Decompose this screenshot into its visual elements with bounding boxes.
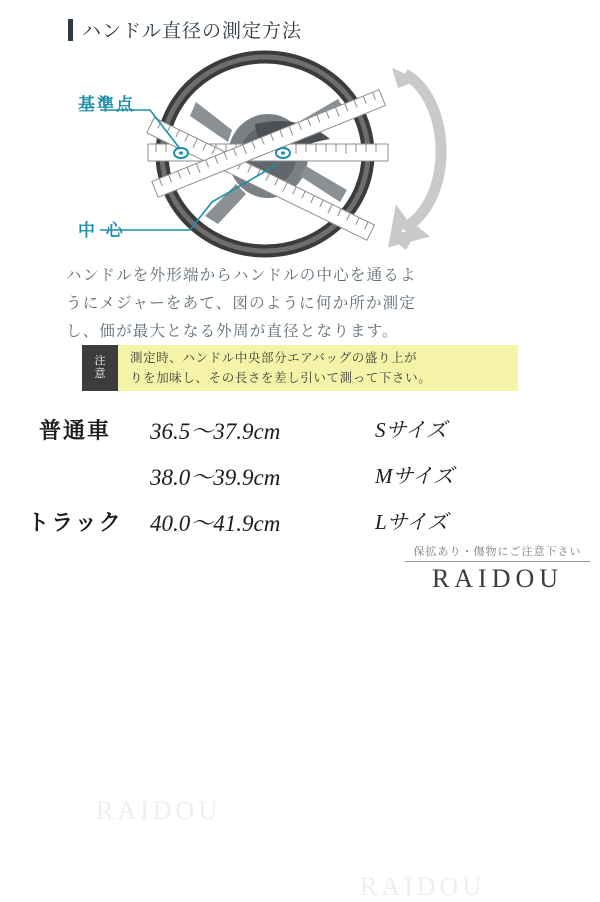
table-row <box>0 454 600 496</box>
description-line-2: うにメジャーをあて、図のように何か所か測定 <box>66 295 417 312</box>
curved-arrow-icon <box>392 68 441 250</box>
size-label: Sサイズ <box>375 418 447 442</box>
size-range: 36.5〜37.9cm <box>150 418 281 444</box>
size-label: Mサイズ <box>375 464 454 488</box>
caution-line-2: りを加味し、その長さを差し引いて測って下さい。 <box>130 371 432 385</box>
brand-logo: RAIDOU <box>431 564 564 593</box>
caution-tag-line-2: 意 <box>94 368 106 380</box>
footer-brand-block <box>405 543 590 594</box>
size-range: 40.0〜41.9cm <box>150 510 281 536</box>
caution-line-1: 測定時、ハンドル中央部分エアバッグの盛り上が <box>130 351 418 365</box>
size-range: 38.0〜39.9cm <box>150 464 281 490</box>
size-label: Lサイズ <box>375 510 448 534</box>
description-line-3: し、価が最大となる外周が直径となります。 <box>66 323 399 340</box>
label-center: 中 心 <box>78 221 126 240</box>
size-category: 普通車 <box>38 417 111 443</box>
table-row <box>0 408 600 450</box>
description-line-1: ハンドルを外形端からハンドルの中心を通るよ <box>66 267 417 284</box>
page-title <box>68 16 302 43</box>
caution-tag <box>82 345 118 391</box>
caution-banner <box>82 345 518 391</box>
label-reference-point: 基準点 <box>78 95 135 114</box>
table-row <box>0 500 600 542</box>
description-block <box>66 262 536 346</box>
caution-tag-line-1: 注 <box>94 355 106 367</box>
title-text: ハンドル直径の測定方法 <box>82 21 303 42</box>
caution-text <box>118 348 431 388</box>
size-table <box>0 402 600 901</box>
watermark-text: RAIDOU <box>360 872 486 901</box>
title-accent-bar <box>68 19 73 41</box>
measurement-diagram <box>0 44 600 259</box>
watermark-text: RAIDOU <box>96 796 222 825</box>
size-category: トラック <box>27 509 123 535</box>
footer-note: 保拡あり・傷物にご注意下さい <box>405 543 590 562</box>
